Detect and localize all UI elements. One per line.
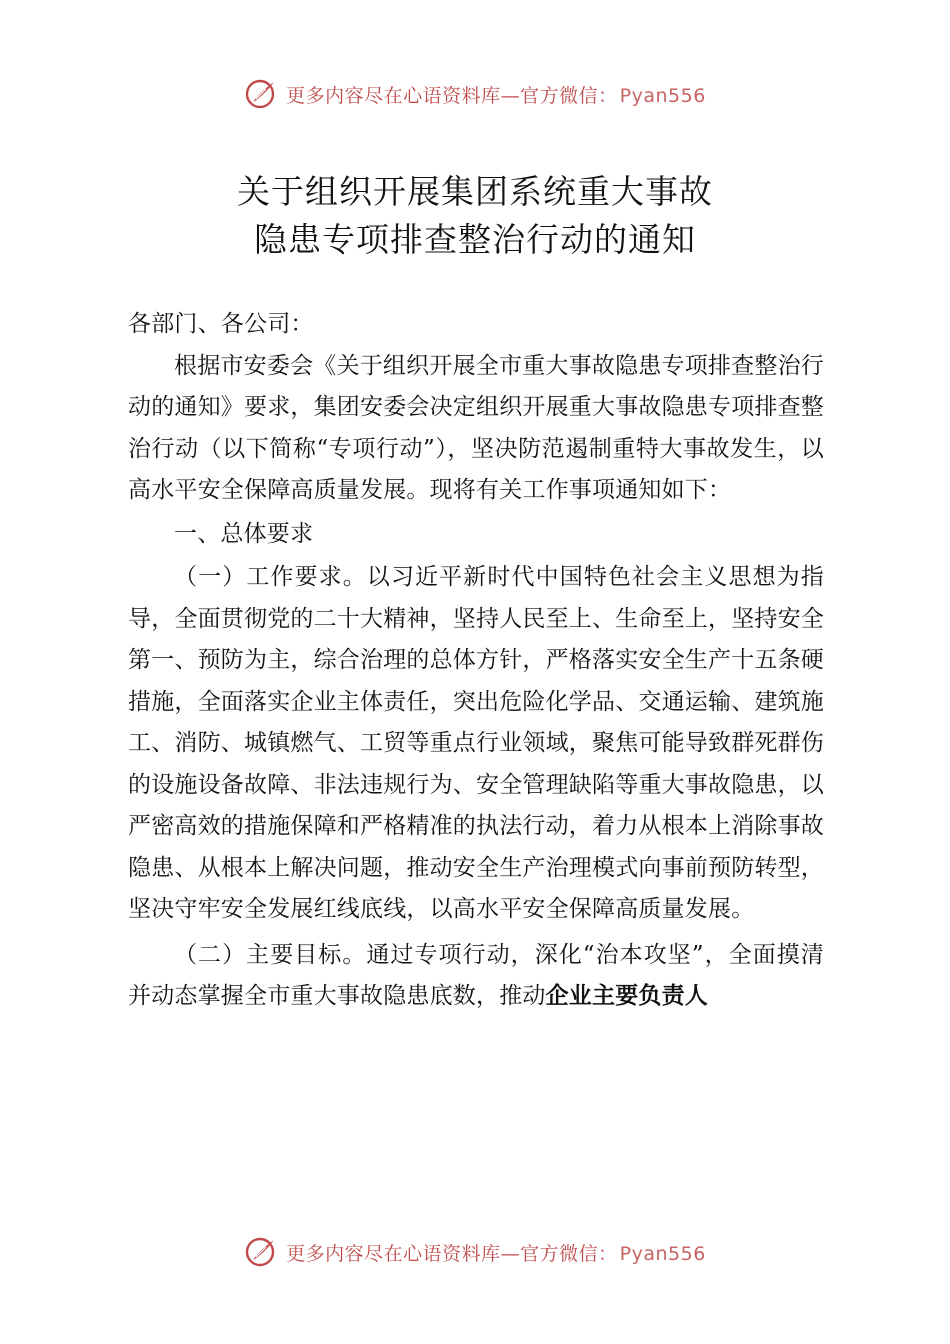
quill-logo-icon xyxy=(244,77,278,111)
main-goals-text: （二）主要目标。通过专项行动，深化“治本攻坚”，全面摸清并动态掌握全市重大事故隐患底数，推动 xyxy=(128,941,824,1009)
document-title xyxy=(0,168,950,264)
title-line-2: 隐患专项排查整治行动的通知 xyxy=(254,220,696,259)
watermark-text: 更多内容尽在心语资料库—官方微信： Pyan556 xyxy=(286,1242,706,1265)
watermark-banner-bottom xyxy=(0,1232,950,1272)
title-line-1: 关于组织开展集团系统重大事故 xyxy=(237,172,713,211)
intro-paragraph: 根据市安委会《关于组织开展全市重大事故隐患专项排查整治行动的通知》要求，集团安委会决定组织开展重大事故隐患专项排查整治行动（以下简称“专项行动”），坚决防范遏制重特大事故发生，以高水平安全保障高质量发展。现将有关工作事项通知如下： xyxy=(128,352,824,503)
wechat-id: Pyan556 xyxy=(619,1242,706,1265)
main-goals-bold-text: 企业主要负责人 xyxy=(545,983,709,1009)
quill-logo-icon xyxy=(244,1235,278,1269)
document-body xyxy=(128,304,824,1018)
salutation: 各部门、各公司： xyxy=(128,311,314,337)
watermark-banner-top xyxy=(0,74,950,114)
section-heading-1: 一、总体要求 xyxy=(174,520,314,547)
main-goals-paragraph xyxy=(128,935,824,1018)
work-requirements-paragraph: （一）工作要求。以习近平新时代中国特色社会主义思想为指导，全面贯彻党的二十大精神，坚持人民至上、生命至上，坚持安全第一、预防为主，综合治理的总体方针，严格落实安全生产十五条硬措施，全面落实企业主体责任，突出危险化学品、交通运输、建筑施工、消防、城镇燃气、工贸等重点行业领域，聚焦可能导致群死群伤的设施设备故障、非法违规行为、安全管理缺陷等重大事故隐患，以严密高效的措施保障和严格精准的执法行动，着力从根本上消除事故隐患、从根本上解决问题，推动安全生产治理模式向事前预防转型，坚决守牢安全发展红线底线，以高水平安全保障高质量发展。 xyxy=(128,564,824,922)
watermark-text: 更多内容尽在心语资料库—官方微信： Pyan556 xyxy=(286,84,706,107)
wechat-id: Pyan556 xyxy=(619,84,706,107)
